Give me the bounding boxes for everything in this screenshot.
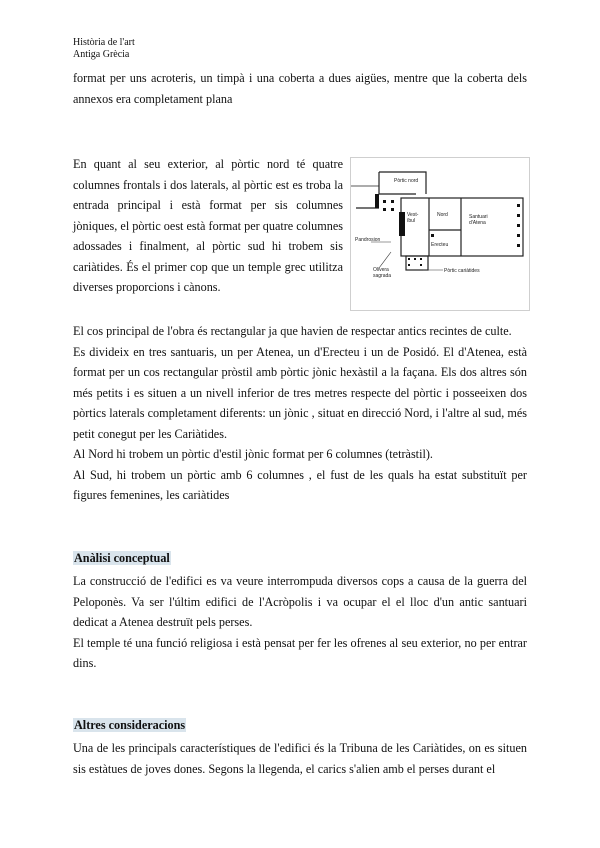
header-subject: Història de l'art xyxy=(73,37,135,48)
label-nord: Nord xyxy=(437,212,448,218)
label-erecteu: Erecteu xyxy=(431,242,449,248)
intro-text: format per uns acroteris, un timpà i una coberta a dues aigües, mentre que la coberta dels annexos era completament plana xyxy=(73,71,527,106)
altres-heading-text: Altres consideracions xyxy=(74,718,186,732)
label-pandrosion: Pandrosion xyxy=(355,237,381,243)
exterior-text: En quant al seu exterior, al pòrtic nord té quatre columnes frontals i dos laterals, al pòrtic est es troba la entrada principal i està format per sis columnes jòniques, el pòrtic oest està format per quatre columnes adossades i finalment, al pòrtic sud hi trobem sis cariàtides. És el primer cop que un temple grec utilitza diverses proporcions i cànons. xyxy=(73,157,343,294)
header-topic: Antiga Grècia xyxy=(73,49,130,60)
floor-plan-drawing xyxy=(351,158,529,310)
floor-plan-figure xyxy=(350,157,530,311)
concept-section xyxy=(73,571,527,674)
label-vestibul: Vest-íbul xyxy=(407,212,419,224)
main-paragraph: El cos principal de l'obra és rectangular ja que havien de respectar antics recintes de culte. xyxy=(73,324,512,338)
label-portic-nord: Pòrtic nord xyxy=(394,178,419,184)
concept-heading xyxy=(73,549,171,567)
intro-paragraph xyxy=(73,68,527,109)
concept-heading-text: Anàlisi conceptual xyxy=(74,551,170,565)
concept-paragraph: El temple té una funció religiosa i està pensat per fer les ofrenes al seu exterior, no per entrar dins. xyxy=(73,635,527,670)
main-paragraph: Al Sud, hi trobem un pòrtic amb 6 columnes , el fust de les quals ha estat substituït per figures femenines, les cariàtides xyxy=(73,467,527,502)
concept-paragraph: La construcció de l'edifici es va veure interrompuda diversos cops a causa de la guerra del Peloponès. Va ser l'últim edifici de l'Acròpolis i va ocupar el el lloc d'un antic santuari dedicat a Atenea destruït pels perses. xyxy=(73,574,527,629)
page-header xyxy=(73,37,135,61)
altres-paragraph: Una de les principals característiques de l'edifici és la Tribuna de les Cariàtides, on es situen sis estàtues de joves dones. Segons la llegenda, el carics s'alien amb el perses durant el xyxy=(73,741,527,776)
altres-heading xyxy=(73,716,186,734)
label-santuari-atena: Santuari d'Atena xyxy=(469,214,488,226)
main-body-section xyxy=(73,321,527,506)
main-paragraph: Es divideix en tres santuaris, un per Atenea, un d'Erecteu i un de Posidó. El d'Atenea, està format per un cos rectangular pròstil amb pòrtic jònic hexàstil a la façana. Els dos altres són més petits i es situen a un nivell inferior de tres metres respecte del pòrtic i posseeixen dos pòrtics laterals completament diferents: un jònic , situat en direcció Nord, i l'altre al sud, més petit conegut per les Cariàtides. xyxy=(73,344,527,441)
main-paragraph: Al Nord hi trobem un pòrtic d'estil jònic format per 6 columnes (tetràstil). xyxy=(73,447,433,461)
exterior-paragraph xyxy=(73,154,343,298)
altres-section xyxy=(73,738,527,779)
label-portic-cariatides: Pòrtic cariàtides xyxy=(444,268,480,274)
main-cella-wall xyxy=(401,198,523,256)
label-olivera: Olivera sagrada xyxy=(373,267,392,279)
